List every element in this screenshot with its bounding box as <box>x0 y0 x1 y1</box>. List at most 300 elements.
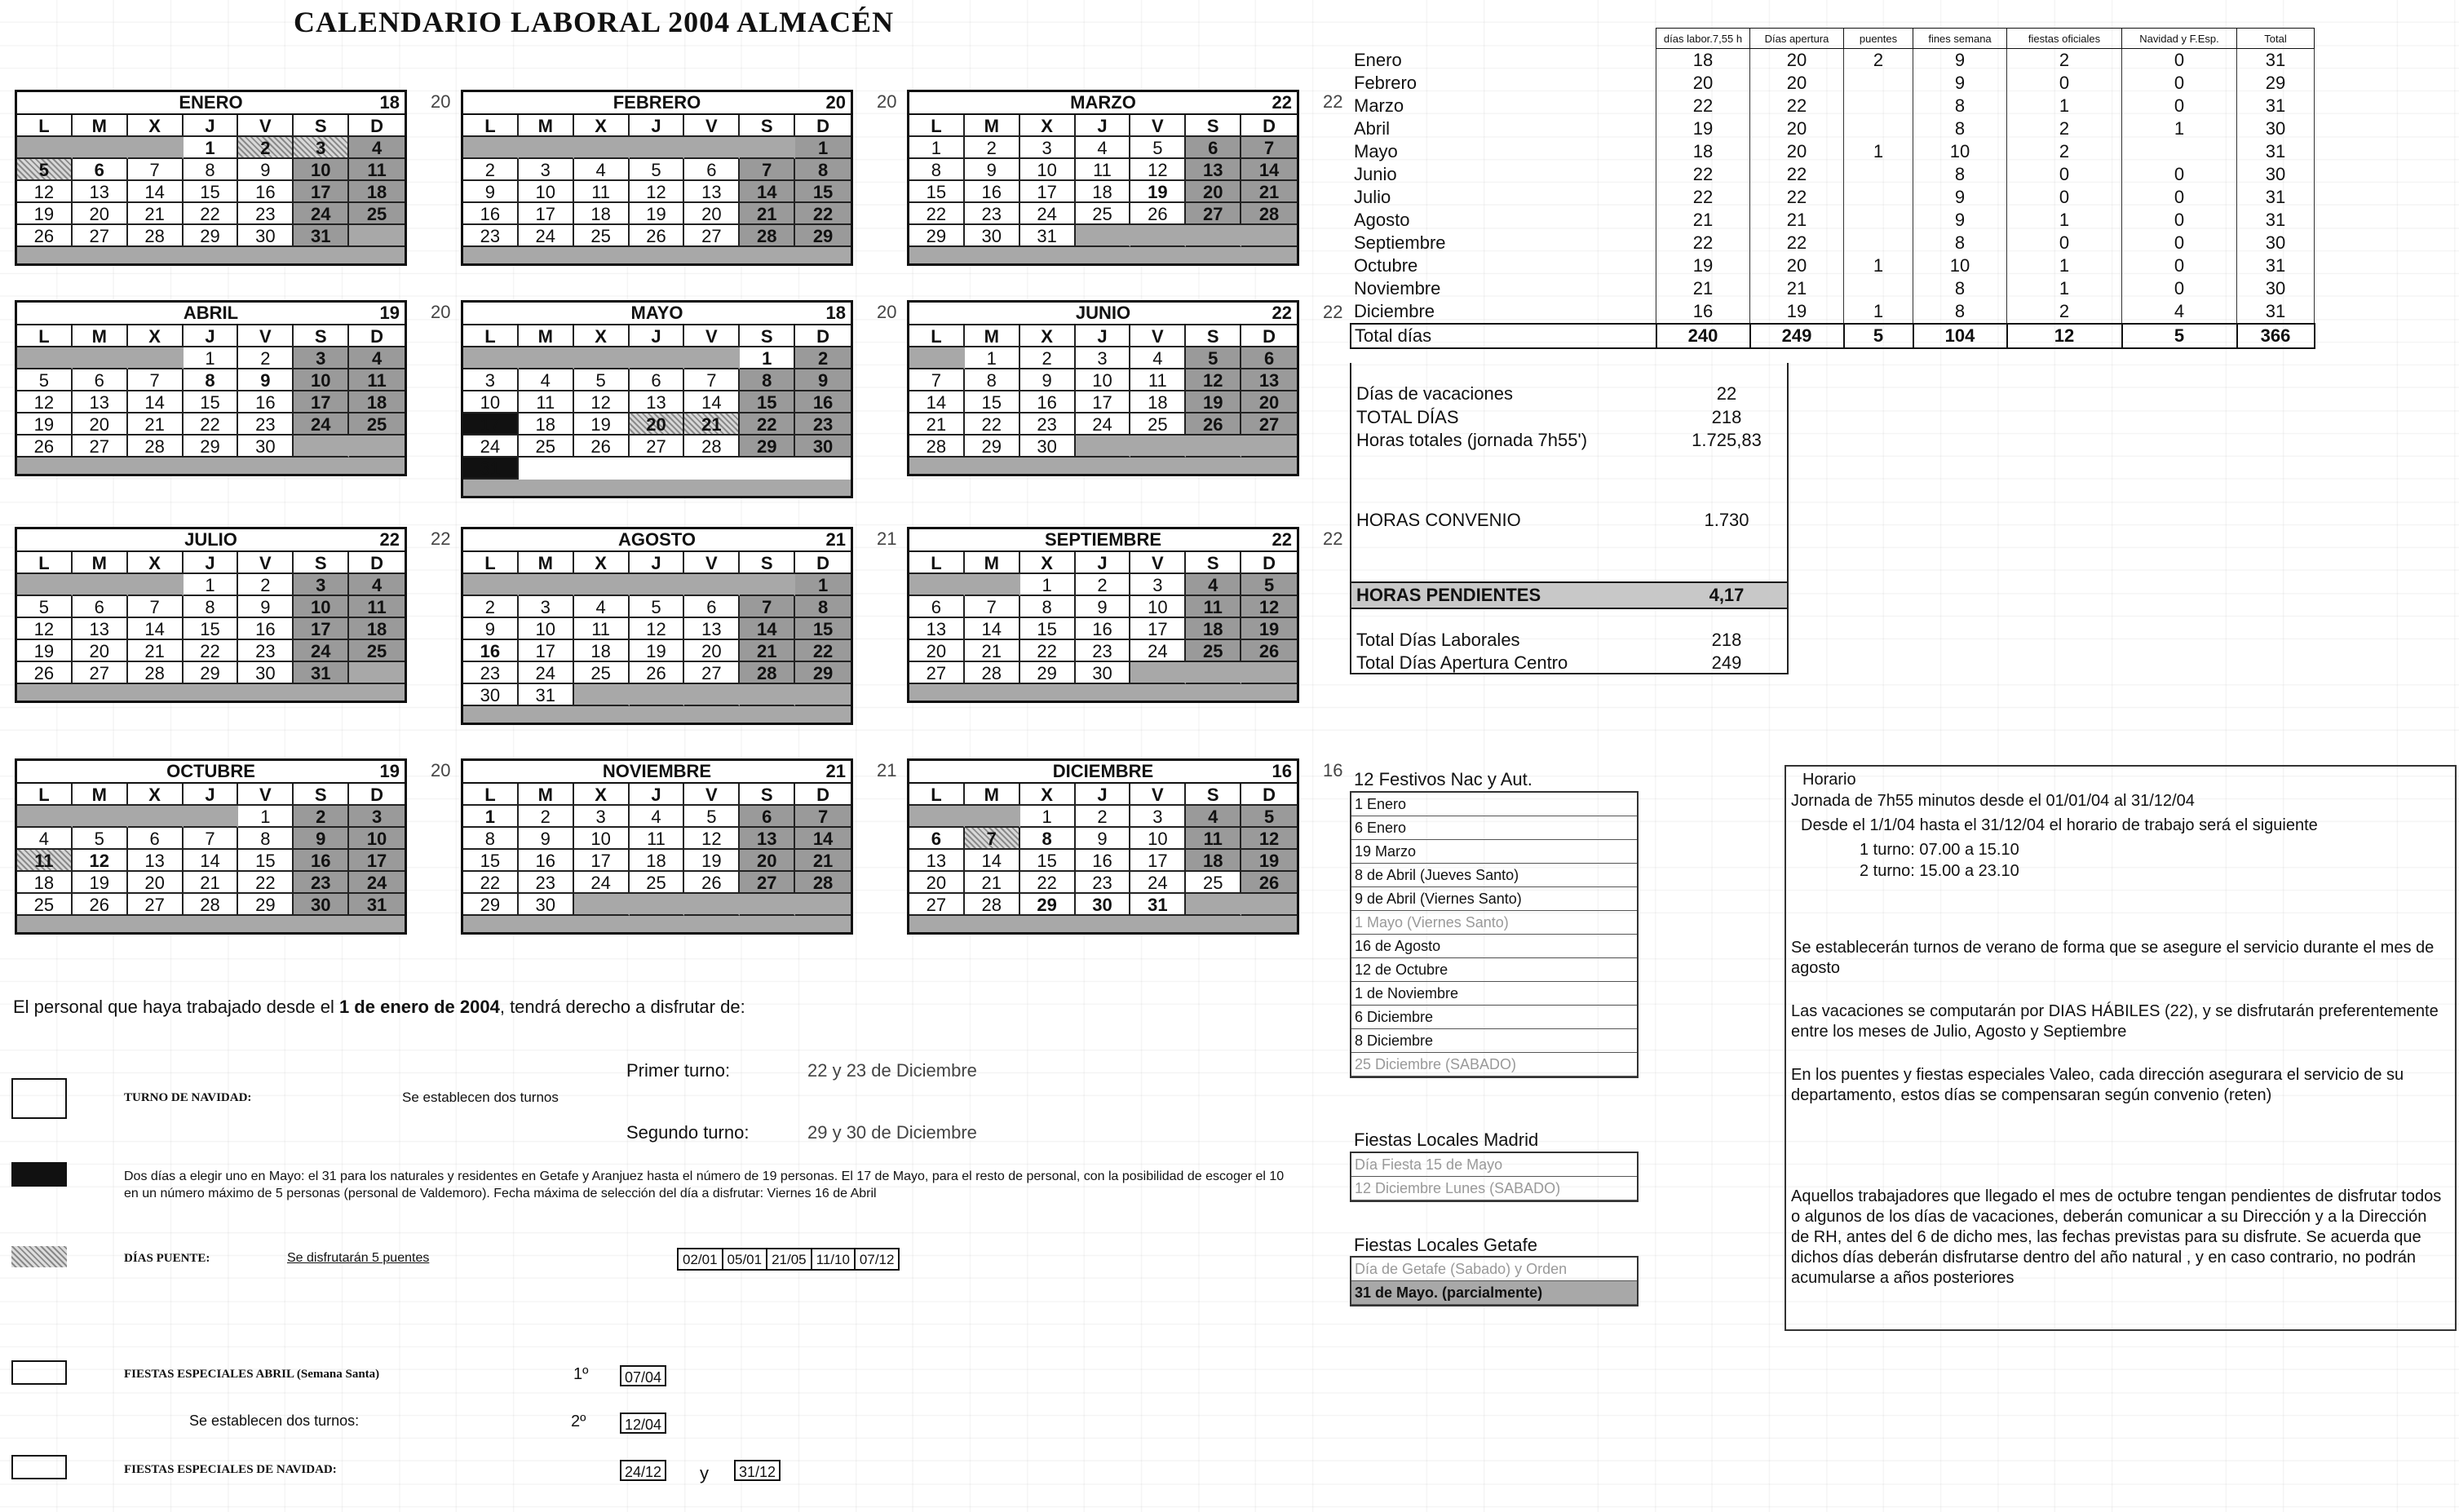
day-cell: 9 <box>238 369 294 391</box>
weekday-header: D <box>795 552 851 574</box>
empty-cell <box>1076 225 1131 247</box>
empty-cell <box>574 684 630 706</box>
day-cell: 1 <box>1020 574 1076 596</box>
weekday-header: J <box>1076 784 1131 806</box>
weekday-header: V <box>684 552 740 574</box>
day-cell: 25 <box>349 203 405 225</box>
summary-cell: 9 <box>1913 186 2007 209</box>
day-cell: 23 <box>1020 413 1076 435</box>
holiday-item: 12 Diciembre Lunes (SABADO) <box>1351 1177 1637 1200</box>
day-cell: 21 <box>965 640 1020 662</box>
weekday-header: S <box>740 115 795 137</box>
day-cell: 24 <box>349 872 405 894</box>
day-cell: 16 <box>1076 618 1131 640</box>
empty-cell <box>740 137 795 159</box>
day-cell: 23 <box>463 225 519 247</box>
summary-header: Navidad y F.Esp. <box>2122 29 2237 49</box>
day-cell: 29 <box>795 662 851 684</box>
summary-cell: 5 <box>2122 324 2237 348</box>
summary-cell: 30 <box>2237 163 2315 186</box>
empty-cell <box>909 347 965 369</box>
weekday-header: L <box>909 552 965 574</box>
fiestas-abril-label: FIESTAS ESPECIALES ABRIL (Semana Santa) <box>124 1368 380 1381</box>
primero-label: 1º <box>573 1365 589 1383</box>
day-cell: 3 <box>574 806 630 828</box>
day-cell: 28 <box>128 435 184 458</box>
day-cell: 6 <box>1186 137 1241 159</box>
day-cell: 9 <box>1076 828 1131 850</box>
weekday-header: M <box>519 115 574 137</box>
empty-cell <box>128 574 184 596</box>
day-cell: 12 <box>1241 596 1297 618</box>
day-cell: 15 <box>795 181 851 203</box>
legend-mayo <box>11 1162 67 1187</box>
summary-cell: 1 <box>2007 95 2122 117</box>
empty-cell <box>684 894 740 916</box>
month-working-days: 22 <box>1272 529 1292 550</box>
apertura-value: 249 <box>1711 652 1742 673</box>
day-cell: 6 <box>128 828 184 850</box>
day-cell: 22 <box>795 640 851 662</box>
day-cell: 17 <box>1130 618 1186 640</box>
day-cell: 28 <box>128 662 184 684</box>
month-label: NOVIEMBRE <box>602 761 712 781</box>
day-cell: 3 <box>519 159 574 181</box>
weekday-header: V <box>238 325 294 347</box>
day-cell: 26 <box>73 894 128 916</box>
day-cell: 15 <box>965 391 1020 413</box>
month-noviembre <box>461 758 853 935</box>
day-cell: 17 <box>463 413 519 435</box>
empty-cell <box>909 806 965 828</box>
month-name-cell: Julio <box>1351 186 1656 209</box>
laborales-value: 218 <box>1711 630 1742 650</box>
holiday-item: 6 Enero <box>1351 816 1637 840</box>
day-cell: 25 <box>1076 203 1131 225</box>
month-abril <box>15 300 407 476</box>
side-count: 22 <box>431 528 451 549</box>
day-cell: 17 <box>1020 181 1076 203</box>
day-cell: 5 <box>630 596 685 618</box>
day-cell: 23 <box>238 640 294 662</box>
summary-cell: 31 <box>2237 140 2315 163</box>
weekday-header: M <box>519 552 574 574</box>
festivos-list <box>1350 791 1639 1078</box>
day-cell: 14 <box>128 391 184 413</box>
weekday-header: S <box>740 552 795 574</box>
summary-cell: 20 <box>1750 49 1844 73</box>
month-working-days: 16 <box>1272 761 1292 781</box>
day-cell: 21 <box>128 413 184 435</box>
day-cell: 30 <box>238 662 294 684</box>
summary-cell: 1 <box>1844 300 1913 324</box>
day-cell: 22 <box>1020 872 1076 894</box>
day-cell: 25 <box>574 662 630 684</box>
day-cell: 23 <box>965 203 1020 225</box>
weekday-header: J <box>184 325 239 347</box>
empty-cell <box>630 894 685 916</box>
day-cell: 12 <box>630 618 685 640</box>
month-footer <box>17 916 405 932</box>
month-footer <box>463 247 851 263</box>
day-cell: 17 <box>294 391 349 413</box>
day-cell: 18 <box>349 181 405 203</box>
empty-cell <box>1241 435 1297 458</box>
day-cell: 25 <box>519 435 574 458</box>
day-cell: 25 <box>349 640 405 662</box>
day-cell: 1 <box>184 137 239 159</box>
day-cell: 3 <box>294 137 349 159</box>
holiday-item: 1 de Noviembre <box>1351 982 1637 1006</box>
summary-cell: 1 <box>2007 254 2122 277</box>
month-label: SEPTIEMBRE <box>1044 529 1162 550</box>
weekday-header: S <box>294 325 349 347</box>
day-cell: 22 <box>795 203 851 225</box>
day-cell: 12 <box>17 391 73 413</box>
day-cell: 29 <box>184 662 239 684</box>
day-cell: 23 <box>1076 872 1131 894</box>
day-cell: 30 <box>965 225 1020 247</box>
summary-cell: 0 <box>2007 186 2122 209</box>
summary-cell: 20 <box>1656 72 1750 95</box>
day-cell: 5 <box>17 369 73 391</box>
fecha-abril-1: 07/04 <box>620 1365 666 1386</box>
month-enero <box>15 90 407 266</box>
month-working-days: 22 <box>1272 303 1292 323</box>
summary-row <box>1351 49 2315 73</box>
summary-cell: 104 <box>1913 324 2007 348</box>
month-label: FEBRERO <box>613 92 701 113</box>
weekday-header: X <box>128 115 184 137</box>
day-cell: 29 <box>238 894 294 916</box>
month-working-days: 20 <box>825 92 846 113</box>
day-cell: 25 <box>1186 640 1241 662</box>
weekday-header: X <box>574 552 630 574</box>
empty-cell <box>965 806 1020 828</box>
day-cell: 31 <box>519 684 574 706</box>
month-name-cell: Septiembre <box>1351 232 1656 254</box>
day-cell: 30 <box>463 684 519 706</box>
day-cell: 10 <box>1020 159 1076 181</box>
day-cell: 21 <box>184 872 239 894</box>
day-cell: 5 <box>1241 806 1297 828</box>
month-agosto <box>461 527 853 725</box>
day-cell: 17 <box>1076 391 1131 413</box>
day-cell: 21 <box>795 850 851 872</box>
day-cell: 1 <box>909 137 965 159</box>
day-cell: 13 <box>740 828 795 850</box>
empty-cell <box>73 806 128 828</box>
summary-cell: 10 <box>1913 254 2007 277</box>
day-cell: 31 <box>294 662 349 684</box>
empty-cell <box>909 574 965 596</box>
weekday-header: V <box>238 115 294 137</box>
weekday-header: L <box>463 115 519 137</box>
summary-cell: 1 <box>1844 140 1913 163</box>
day-cell: 27 <box>1186 203 1241 225</box>
empty-cell <box>740 684 795 706</box>
holiday-item: 12 de Octubre <box>1351 958 1637 982</box>
day-cell: 7 <box>965 596 1020 618</box>
month-name <box>463 303 851 325</box>
summary-row <box>1351 72 2315 95</box>
month-name-cell: Total días <box>1351 324 1656 348</box>
weekday-header: S <box>1186 784 1241 806</box>
month-name <box>909 92 1297 115</box>
summary-cell: 8 <box>1913 95 2007 117</box>
day-cell: 26 <box>1186 413 1241 435</box>
day-cell: 1 <box>238 806 294 828</box>
weekday-header: J <box>184 784 239 806</box>
empty-cell <box>574 347 630 369</box>
summary-cell: 31 <box>2237 300 2315 324</box>
empty-cell <box>1186 894 1241 916</box>
month-label: DICIEMBRE <box>1052 761 1154 781</box>
summary-cell: 21 <box>1656 277 1750 300</box>
day-cell: 15 <box>238 850 294 872</box>
day-cell: 4 <box>574 596 630 618</box>
summary-header: Días apertura <box>1750 29 1844 49</box>
day-cell: 12 <box>17 618 73 640</box>
summary-cell <box>1844 163 1913 186</box>
day-cell: 16 <box>463 640 519 662</box>
month-name-cell: Febrero <box>1351 72 1656 95</box>
day-cell: 8 <box>1020 596 1076 618</box>
day-cell: 24 <box>294 203 349 225</box>
vacaciones-value: 22 <box>1716 383 1737 404</box>
day-cell: 9 <box>238 159 294 181</box>
personal-text <box>13 997 745 1018</box>
day-cell: 19 <box>73 872 128 894</box>
holiday-item: 8 de Abril (Jueves Santo) <box>1351 864 1637 887</box>
day-cell: 12 <box>574 391 630 413</box>
day-cell: 10 <box>294 596 349 618</box>
festivos-title: 12 Festivos Nac y Aut. <box>1354 769 1532 789</box>
page-title: CALENDARIO LABORAL 2004 ALMACÉN <box>294 6 895 38</box>
day-cell: 25 <box>17 894 73 916</box>
day-cell: 29 <box>909 225 965 247</box>
fecha-nav-2: 31/12 <box>734 1460 781 1481</box>
summary-cell: 30 <box>2237 232 2315 254</box>
month-name <box>17 303 405 325</box>
month-name-cell: Junio <box>1351 163 1656 186</box>
summary-cell: 1 <box>2007 277 2122 300</box>
weekday-header: L <box>17 115 73 137</box>
summary-cell: 0 <box>2122 254 2237 277</box>
weekday-header: S <box>1186 115 1241 137</box>
se-establecen-turnos: Se establecen dos turnos: <box>189 1413 360 1429</box>
summary-cell: 19 <box>1750 300 1844 324</box>
weekday-header: J <box>630 115 685 137</box>
weekday-header: J <box>630 325 685 347</box>
day-cell: 2 <box>965 137 1020 159</box>
summary-row <box>1351 277 2315 300</box>
weekday-header: D <box>795 325 851 347</box>
summary-row <box>1351 95 2315 117</box>
day-cell: 23 <box>294 872 349 894</box>
weekday-header: D <box>1241 784 1297 806</box>
day-cell: 18 <box>349 618 405 640</box>
day-cell: 13 <box>684 618 740 640</box>
day-cell: 17 <box>574 850 630 872</box>
day-cell: 26 <box>1130 203 1186 225</box>
legend-fiestas-navidad <box>11 1455 67 1479</box>
day-cell: 26 <box>1241 640 1297 662</box>
holiday-item: 8 Diciembre <box>1351 1029 1637 1053</box>
side-count: 20 <box>877 302 897 322</box>
day-cell: 19 <box>1241 618 1297 640</box>
verano-text: Se establecerán turnos de verano de forma que se asegure el servicio durante el mes de agosto <box>1791 939 2435 977</box>
month-label: ABRIL <box>183 303 239 323</box>
holiday-item: 19 Marzo <box>1351 840 1637 864</box>
day-cell: 18 <box>1076 181 1131 203</box>
summary-cell: 4 <box>2122 300 2237 324</box>
day-cell: 21 <box>1241 181 1297 203</box>
legend-navidad <box>11 1078 67 1119</box>
day-cell: 24 <box>519 225 574 247</box>
day-cell: 28 <box>965 662 1020 684</box>
empty-cell <box>684 137 740 159</box>
day-cell: 19 <box>684 850 740 872</box>
day-cell: 14 <box>684 391 740 413</box>
empty-cell <box>1186 225 1241 247</box>
primer-turno-label: Primer turno: <box>626 1060 731 1081</box>
empty-cell <box>17 347 73 369</box>
fecha-abril-2: 12/04 <box>620 1413 666 1434</box>
side-count: 20 <box>431 302 451 322</box>
day-cell: 16 <box>238 181 294 203</box>
month-name-cell: Agosto <box>1351 209 1656 232</box>
summary-cell: 22 <box>1750 186 1844 209</box>
day-cell: 6 <box>73 159 128 181</box>
empty-cell <box>73 574 128 596</box>
day-cell: 16 <box>1076 850 1131 872</box>
summary-cell: 20 <box>1750 117 1844 140</box>
day-cell: 25 <box>630 872 685 894</box>
summary-cell: 29 <box>2237 72 2315 95</box>
side-count: 16 <box>1323 760 1343 780</box>
day-cell: 1 <box>184 574 239 596</box>
day-cell: 20 <box>73 203 128 225</box>
day-cell: 29 <box>795 225 851 247</box>
day-cell: 29 <box>1020 894 1076 916</box>
day-cell: 9 <box>519 828 574 850</box>
weekday-header: V <box>238 784 294 806</box>
day-cell: 3 <box>349 806 405 828</box>
day-cell: 8 <box>184 159 239 181</box>
side-count: 21 <box>877 760 897 780</box>
day-cell: 5 <box>17 159 73 181</box>
day-cell: 1 <box>965 347 1020 369</box>
desde-text: Desde el 1/1/04 hasta el 31/12/04 el horario de trabajo será el siguiente <box>1801 816 2318 834</box>
personal-bold: 1 de enero de 2004 <box>338 997 500 1017</box>
day-cell: 29 <box>740 435 795 458</box>
weekday-header: M <box>519 325 574 347</box>
day-cell: 24 <box>1130 640 1186 662</box>
day-cell: 15 <box>1020 850 1076 872</box>
day-cell: 19 <box>17 203 73 225</box>
day-cell: 23 <box>519 872 574 894</box>
day-cell: 22 <box>965 413 1020 435</box>
day-cell: 1 <box>1020 806 1076 828</box>
weekday-header: X <box>128 325 184 347</box>
weekday-header: M <box>965 552 1020 574</box>
month-working-days: 19 <box>379 303 400 323</box>
fecha-nav-1: 24/12 <box>620 1460 666 1481</box>
summary-cell: 2 <box>2007 140 2122 163</box>
se-establecen-label: Se establecen dos turnos <box>402 1090 559 1105</box>
day-cell: 22 <box>463 872 519 894</box>
day-cell: 5 <box>73 828 128 850</box>
summary-cell: 0 <box>2122 277 2237 300</box>
dos-dias-text: Dos días a elegir uno en Mayo: el 31 para los naturales y residentes en Getafe y Aranjuez hasta el número de 19 personas. El 17 de Mayo, para el resto de personal, con la posibilidad de escoger el 10 en un número máximo de 5 personas (personal de Valdemoro). Fecha máxima de selección del día a disfrutar: Viernes 16 de Abril <box>124 1169 1285 1200</box>
day-cell: 7 <box>684 369 740 391</box>
day-cell: 27 <box>740 872 795 894</box>
day-cell: 13 <box>128 850 184 872</box>
day-cell: 8 <box>740 369 795 391</box>
madrid-title: Fiestas Locales Madrid <box>1354 1130 1539 1150</box>
empty-cell <box>965 574 1020 596</box>
day-cell: 4 <box>630 806 685 828</box>
day-cell: 7 <box>128 596 184 618</box>
day-cell: 27 <box>128 894 184 916</box>
segundo-label: 2º <box>571 1413 586 1430</box>
day-cell: 5 <box>574 369 630 391</box>
day-cell: 26 <box>574 435 630 458</box>
summary-cell: 8 <box>1913 277 2007 300</box>
day-cell: 6 <box>909 828 965 850</box>
day-cell: 13 <box>630 391 685 413</box>
day-cell: 1 <box>795 574 851 596</box>
day-cell: 8 <box>795 159 851 181</box>
summary-row <box>1351 254 2315 277</box>
month-name <box>463 761 851 784</box>
day-cell: 20 <box>73 413 128 435</box>
day-cell: 7 <box>965 828 1020 850</box>
day-cell: 25 <box>349 413 405 435</box>
month-footer <box>463 916 851 932</box>
empty-cell <box>1130 225 1186 247</box>
summary-cell <box>1844 277 1913 300</box>
empty-cell <box>349 662 405 684</box>
day-cell: 15 <box>1020 618 1076 640</box>
month-label: OCTUBRE <box>166 761 255 781</box>
day-cell: 20 <box>909 640 965 662</box>
day-cell: 3 <box>294 574 349 596</box>
day-cell: 13 <box>73 181 128 203</box>
weekday-header: J <box>630 784 685 806</box>
day-cell: 9 <box>1020 369 1076 391</box>
total-dias-value: 218 <box>1711 407 1742 427</box>
summary-cell: 31 <box>2237 95 2315 117</box>
day-cell: 29 <box>463 894 519 916</box>
summary-row <box>1351 117 2315 140</box>
y-label: y <box>700 1463 709 1483</box>
month-footer <box>909 458 1297 474</box>
day-cell: 2 <box>238 347 294 369</box>
month-label: ENERO <box>179 92 243 113</box>
day-cell: 27 <box>630 435 685 458</box>
month-name <box>909 761 1297 784</box>
month-name-cell: Diciembre <box>1351 300 1656 324</box>
day-cell: 19 <box>1130 181 1186 203</box>
summary-cell: 5 <box>1844 324 1913 348</box>
day-cell: 15 <box>463 850 519 872</box>
weekday-header: L <box>909 325 965 347</box>
month-julio <box>15 527 407 703</box>
empty-cell <box>1241 662 1297 684</box>
day-cell: 31 <box>1130 894 1186 916</box>
